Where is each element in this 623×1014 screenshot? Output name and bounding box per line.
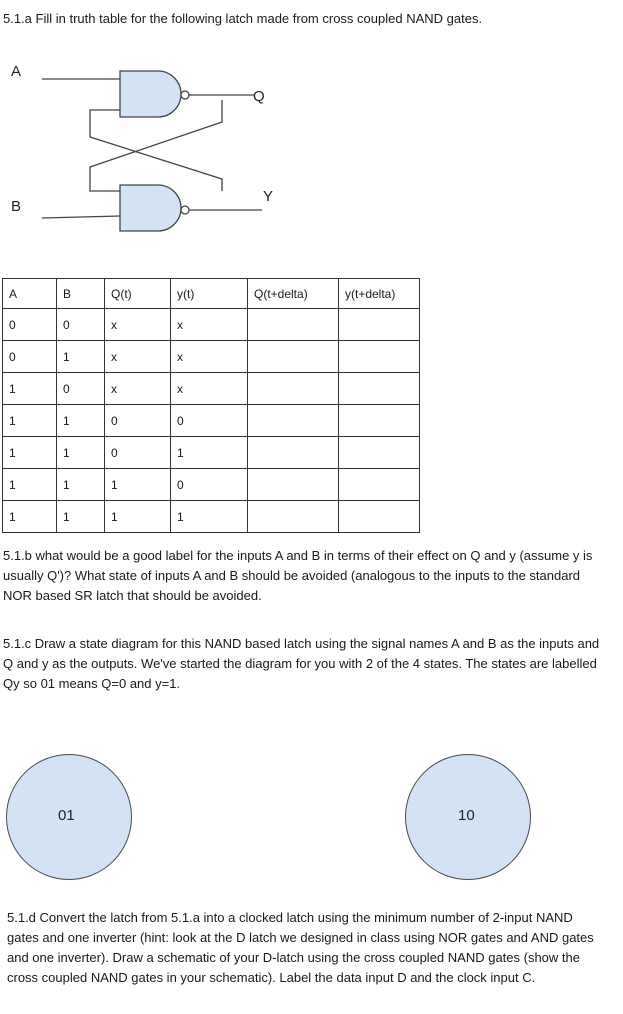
table-row (3, 405, 420, 437)
header-y-t-delta: y(t+delta) (339, 279, 420, 309)
cell-q-t-delta[interactable] (248, 437, 339, 469)
table-row (3, 309, 420, 341)
cell-y-t-delta[interactable] (339, 341, 420, 373)
table-row (3, 501, 420, 533)
question-5-1-a: 5.1.a Fill in truth table for the following latch made from cross coupled NAND gates. (3, 11, 483, 26)
question-5-1-d: 5.1.d Convert the latch from 5.1.a into a clocked latch using the minimum number of 2-input NAND gates and one inverter (hint: look at the D latch we designed in class using NOR gates and AND gates and one inverter). Draw a schematic of your D-latch using the cross coupled NAND gates (show the cross coupled NAND gates in your schematic). Label the data input D and the clock input C. (7, 910, 594, 985)
cell-b: 1 (57, 469, 105, 501)
table-row (3, 437, 420, 469)
question-5-1-c: 5.1.c Draw a state diagram for this NAND based latch using the signal names A and B as the inputs and Q and y as the outputs. We've started the diagram for you with 2 of the 4 states. The states are labelled Qy so 01 means Q=0 and y=1. (3, 636, 600, 691)
state-node-10 (405, 754, 531, 880)
cell-a: 1 (3, 437, 57, 469)
cell-y-t-delta[interactable] (339, 501, 420, 533)
cell-y-t: 0 (171, 469, 248, 501)
output-y-label: Y (263, 188, 274, 205)
cell-y-t-delta[interactable] (339, 469, 420, 501)
cell-b: 1 (57, 341, 105, 373)
cell-y-t: 1 (171, 437, 248, 469)
input-b-label: B (11, 198, 22, 215)
cell-a: 1 (3, 469, 57, 501)
state-label-10: 10 (458, 807, 475, 824)
cell-y-t: x (171, 373, 248, 405)
state-label-01: 01 (58, 807, 75, 824)
table-row (3, 373, 420, 405)
cell-q-t: 1 (105, 469, 171, 501)
header-q-t: Q(t) (105, 279, 171, 309)
cell-y-t-delta[interactable] (339, 309, 420, 341)
header-a: A (3, 279, 57, 309)
cell-q-t-delta[interactable] (248, 469, 339, 501)
cell-q-t-delta[interactable] (248, 501, 339, 533)
cell-q-t: x (105, 341, 171, 373)
cell-q-t-delta[interactable] (248, 341, 339, 373)
header-y-t: y(t) (171, 279, 248, 309)
cell-b: 1 (57, 405, 105, 437)
cell-a: 0 (3, 341, 57, 373)
cell-q-t: x (105, 373, 171, 405)
cell-q-t-delta[interactable] (248, 309, 339, 341)
nand-latch-diagram (0, 55, 320, 235)
cell-b: 1 (57, 437, 105, 469)
cell-q-t-delta[interactable] (248, 373, 339, 405)
cell-b: 0 (57, 373, 105, 405)
header-q-t-delta: Q(t+delta) (248, 279, 339, 309)
question-5-1-b: 5.1.b what would be a good label for the inputs A and B in terms of their effect on Q and y (assume y is usually Q')? What state of inputs A and B should be avoided (analogous to the inputs to the standard NOR based SR latch that should be avoided. (3, 548, 593, 603)
cell-a: 1 (3, 405, 57, 437)
cell-y-t: 1 (171, 501, 248, 533)
cell-b: 1 (57, 501, 105, 533)
cell-q-t: 0 (105, 405, 171, 437)
cell-a: 0 (3, 309, 57, 341)
cell-q-t: x (105, 309, 171, 341)
nand-gate-top (120, 71, 189, 117)
cell-y-t: x (171, 341, 248, 373)
truth-table (2, 278, 420, 533)
header-b: B (57, 279, 105, 309)
output-q-label: Q (253, 88, 265, 105)
truth-table-header-row (3, 279, 420, 309)
cell-a: 1 (3, 501, 57, 533)
cell-y-t-delta[interactable] (339, 405, 420, 437)
cell-q-t-delta[interactable] (248, 405, 339, 437)
nand-gate-bottom (120, 185, 189, 231)
cell-q-t: 0 (105, 437, 171, 469)
cell-y-t-delta[interactable] (339, 437, 420, 469)
cell-b: 0 (57, 309, 105, 341)
cell-y-t: x (171, 309, 248, 341)
state-node-01 (6, 754, 132, 880)
table-row (3, 341, 420, 373)
cell-a: 1 (3, 373, 57, 405)
cell-y-t-delta[interactable] (339, 373, 420, 405)
cell-q-t: 1 (105, 501, 171, 533)
cell-y-t: 0 (171, 405, 248, 437)
table-row (3, 469, 420, 501)
input-a-label: A (11, 63, 22, 80)
